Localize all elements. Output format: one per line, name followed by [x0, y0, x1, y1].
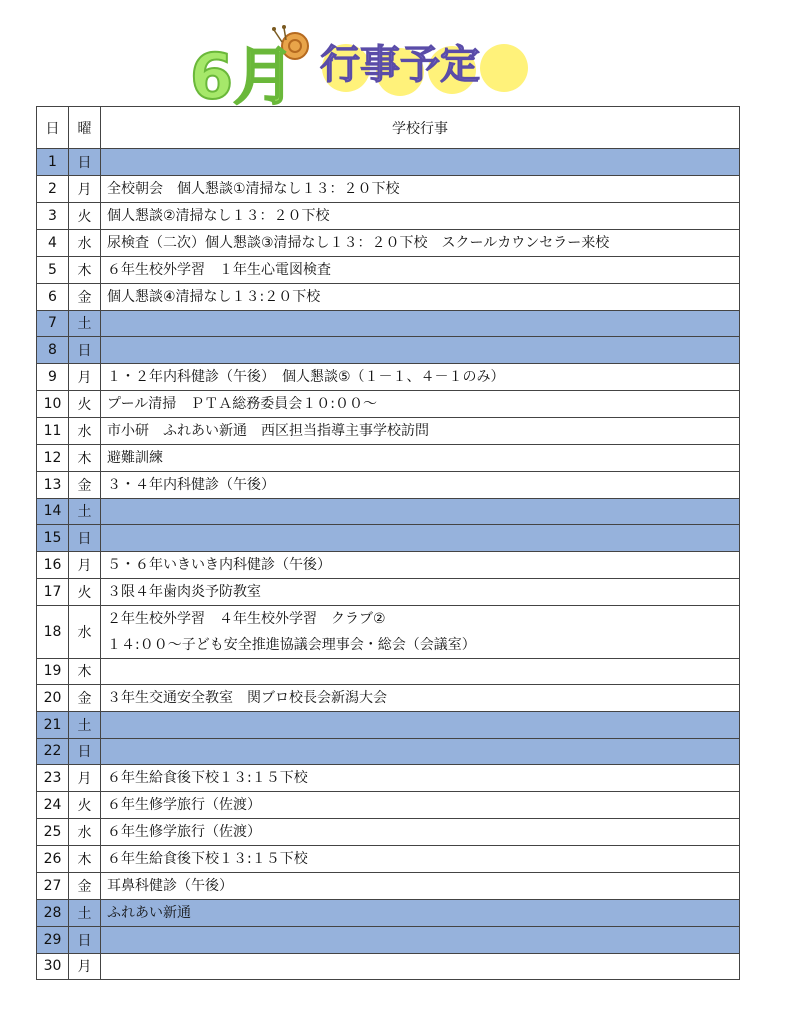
table-row — [37, 551, 740, 578]
events-cell — [101, 363, 740, 390]
table-row — [37, 444, 740, 471]
header-weekday: 曜 — [69, 107, 101, 149]
events-cell — [101, 927, 740, 954]
events-cell — [101, 149, 740, 176]
weekday-cell: 木 — [69, 444, 101, 471]
event-text: ６年生修学旅行（佐渡） — [107, 824, 261, 840]
day-cell: 8 — [37, 337, 69, 364]
day-cell: 9 — [37, 363, 69, 390]
events-cell — [101, 283, 740, 310]
events-cell — [101, 525, 740, 552]
event-text: ６年生給食後下校１３:１５下校 — [107, 770, 308, 786]
weekday-cell: 金 — [69, 283, 101, 310]
events-cell — [101, 471, 740, 498]
events-cell — [101, 578, 740, 605]
table-row — [37, 792, 740, 819]
day-cell: 4 — [37, 229, 69, 256]
day-cell: 24 — [37, 792, 69, 819]
events-cell — [101, 310, 740, 337]
day-cell: 21 — [37, 712, 69, 739]
weekday-cell: 土 — [69, 498, 101, 525]
table-row — [37, 846, 740, 873]
table-header-row — [37, 107, 740, 149]
month-title: 6月 — [190, 40, 296, 106]
day-cell: 30 — [37, 953, 69, 980]
event-text: 個人懇談④清掃なし１３:２０下校 — [107, 288, 321, 305]
events-cell — [101, 792, 740, 819]
weekday-cell: 水 — [69, 417, 101, 444]
header-events: 学校行事 — [101, 107, 740, 149]
day-cell: 26 — [37, 846, 69, 873]
event-text: 市小研 ふれあい新通 西区担当指導主事学校訪問 — [107, 422, 429, 439]
event-text: ３限４年歯肉炎予防教室 — [107, 583, 261, 600]
weekday-cell: 火 — [69, 390, 101, 417]
weekday-cell: 木 — [69, 256, 101, 283]
table-row — [37, 202, 740, 229]
table-row — [37, 498, 740, 525]
table-row — [37, 390, 740, 417]
event-text: 個人懇談②清掃なし１３：２０下校 — [107, 207, 330, 224]
day-cell: 14 — [37, 498, 69, 525]
event-text: 耳鼻科健診（午後） — [107, 878, 233, 894]
events-cell — [101, 202, 740, 229]
events-cell — [101, 765, 740, 792]
table-row — [37, 685, 740, 712]
day-cell: 20 — [37, 685, 69, 712]
weekday-cell: 土 — [69, 900, 101, 927]
event-text: ６年生修学旅行（佐渡） — [107, 797, 261, 813]
weekday-cell: 火 — [69, 792, 101, 819]
table-row — [37, 605, 740, 658]
weekday-cell: 金 — [69, 873, 101, 900]
day-cell: 29 — [37, 927, 69, 954]
event-text: ６年生給食後下校１３:１５下校 — [107, 851, 308, 867]
day-cell: 28 — [37, 900, 69, 927]
table-row — [37, 712, 740, 739]
event-text: ５・６年いきいき内科健診（午後） — [107, 556, 331, 573]
events-cell — [101, 658, 740, 685]
weekday-cell: 火 — [69, 202, 101, 229]
day-cell: 25 — [37, 819, 69, 846]
table-row — [37, 149, 740, 176]
weekday-cell: 土 — [69, 712, 101, 739]
table-row — [37, 337, 740, 364]
title-banner — [0, 0, 785, 106]
events-cell — [101, 819, 740, 846]
day-cell: 15 — [37, 525, 69, 552]
weekday-cell: 月 — [69, 363, 101, 390]
day-cell: 23 — [37, 765, 69, 792]
table-row — [37, 310, 740, 337]
events-cell — [101, 256, 740, 283]
weekday-cell: 水 — [69, 605, 101, 658]
weekday-cell: 日 — [69, 525, 101, 552]
title-graphic — [0, 0, 785, 106]
day-cell: 19 — [37, 658, 69, 685]
day-cell: 7 — [37, 310, 69, 337]
day-cell: 12 — [37, 444, 69, 471]
table-row — [37, 765, 740, 792]
events-cell — [101, 900, 740, 927]
table-row — [37, 283, 740, 310]
table-row — [37, 229, 740, 256]
table-row — [37, 417, 740, 444]
events-cell — [101, 712, 740, 739]
table-row — [37, 363, 740, 390]
event-text: 避難訓練 — [107, 449, 163, 466]
day-cell: 5 — [37, 256, 69, 283]
table-row — [37, 175, 740, 202]
events-cell — [101, 605, 740, 658]
events-cell — [101, 337, 740, 364]
day-cell: 2 — [37, 175, 69, 202]
header-day: 日 — [37, 107, 69, 149]
day-cell: 22 — [37, 738, 69, 765]
day-cell: 13 — [37, 471, 69, 498]
weekday-cell: 月 — [69, 551, 101, 578]
page-title: 行事予定 — [320, 42, 480, 88]
event-text: ３・４年内科健診（午後） — [107, 476, 275, 493]
weekday-cell: 木 — [69, 658, 101, 685]
weekday-cell: 水 — [69, 819, 101, 846]
day-cell: 18 — [37, 605, 69, 658]
weekday-cell: 月 — [69, 765, 101, 792]
event-text: 全校朝会 個人懇談①清掃なし１３：２０下校 — [107, 180, 400, 197]
weekday-cell: 土 — [69, 310, 101, 337]
table-row — [37, 873, 740, 900]
day-cell: 10 — [37, 390, 69, 417]
events-cell — [101, 229, 740, 256]
table-row — [37, 525, 740, 552]
events-cell — [101, 846, 740, 873]
weekday-cell: 金 — [69, 471, 101, 498]
weekday-cell: 日 — [69, 337, 101, 364]
day-cell: 1 — [37, 149, 69, 176]
event-text: ６年生校外学習 １年生心電図検査 — [107, 261, 331, 278]
table-row — [37, 578, 740, 605]
weekday-cell: 日 — [69, 927, 101, 954]
events-cell — [101, 417, 740, 444]
day-cell: 6 — [37, 283, 69, 310]
weekday-cell: 日 — [69, 738, 101, 765]
event-text: １・２年内科健診（午後） 個人懇談⑤（１－１、４－１のみ） — [107, 368, 505, 385]
table-row — [37, 658, 740, 685]
events-cell — [101, 444, 740, 471]
day-cell: 3 — [37, 202, 69, 229]
event-text: 尿検査（二次）個人懇談③清掃なし１３：２０下校 スクールカウンセラー来校 — [107, 234, 610, 251]
events-cell — [101, 390, 740, 417]
weekday-cell: 木 — [69, 846, 101, 873]
table-row — [37, 927, 740, 954]
table-row — [37, 738, 740, 765]
table-row — [37, 953, 740, 980]
weekday-cell: 日 — [69, 149, 101, 176]
event-text: ３年生交通安全教室 関ブロ校長会新潟大会 — [107, 690, 387, 706]
event-text: ２年生校外学習 ４年生校外学習 クラブ② — [107, 610, 386, 627]
weekday-cell: 金 — [69, 685, 101, 712]
events-cell — [101, 498, 740, 525]
weekday-cell: 月 — [69, 175, 101, 202]
weekday-cell: 火 — [69, 578, 101, 605]
table-row — [37, 900, 740, 927]
event-text: １４:００～子ども安全推進協議会理事会・総会（会議室） — [107, 636, 476, 653]
day-cell: 27 — [37, 873, 69, 900]
events-cell — [101, 738, 740, 765]
weekday-cell: 月 — [69, 953, 101, 980]
table-row — [37, 256, 740, 283]
day-cell: 16 — [37, 551, 69, 578]
event-text: プール清掃 ＰＴＡ総務委員会１０:００～ — [107, 395, 378, 412]
events-cell — [101, 685, 740, 712]
weekday-cell: 水 — [69, 229, 101, 256]
events-cell — [101, 175, 740, 202]
table-row — [37, 819, 740, 846]
events-cell — [101, 953, 740, 980]
table-row — [37, 471, 740, 498]
event-text: ふれあい新通 — [107, 905, 191, 921]
events-cell — [101, 873, 740, 900]
day-cell: 11 — [37, 417, 69, 444]
events-cell — [101, 551, 740, 578]
schedule-table — [36, 106, 740, 980]
day-cell: 17 — [37, 578, 69, 605]
